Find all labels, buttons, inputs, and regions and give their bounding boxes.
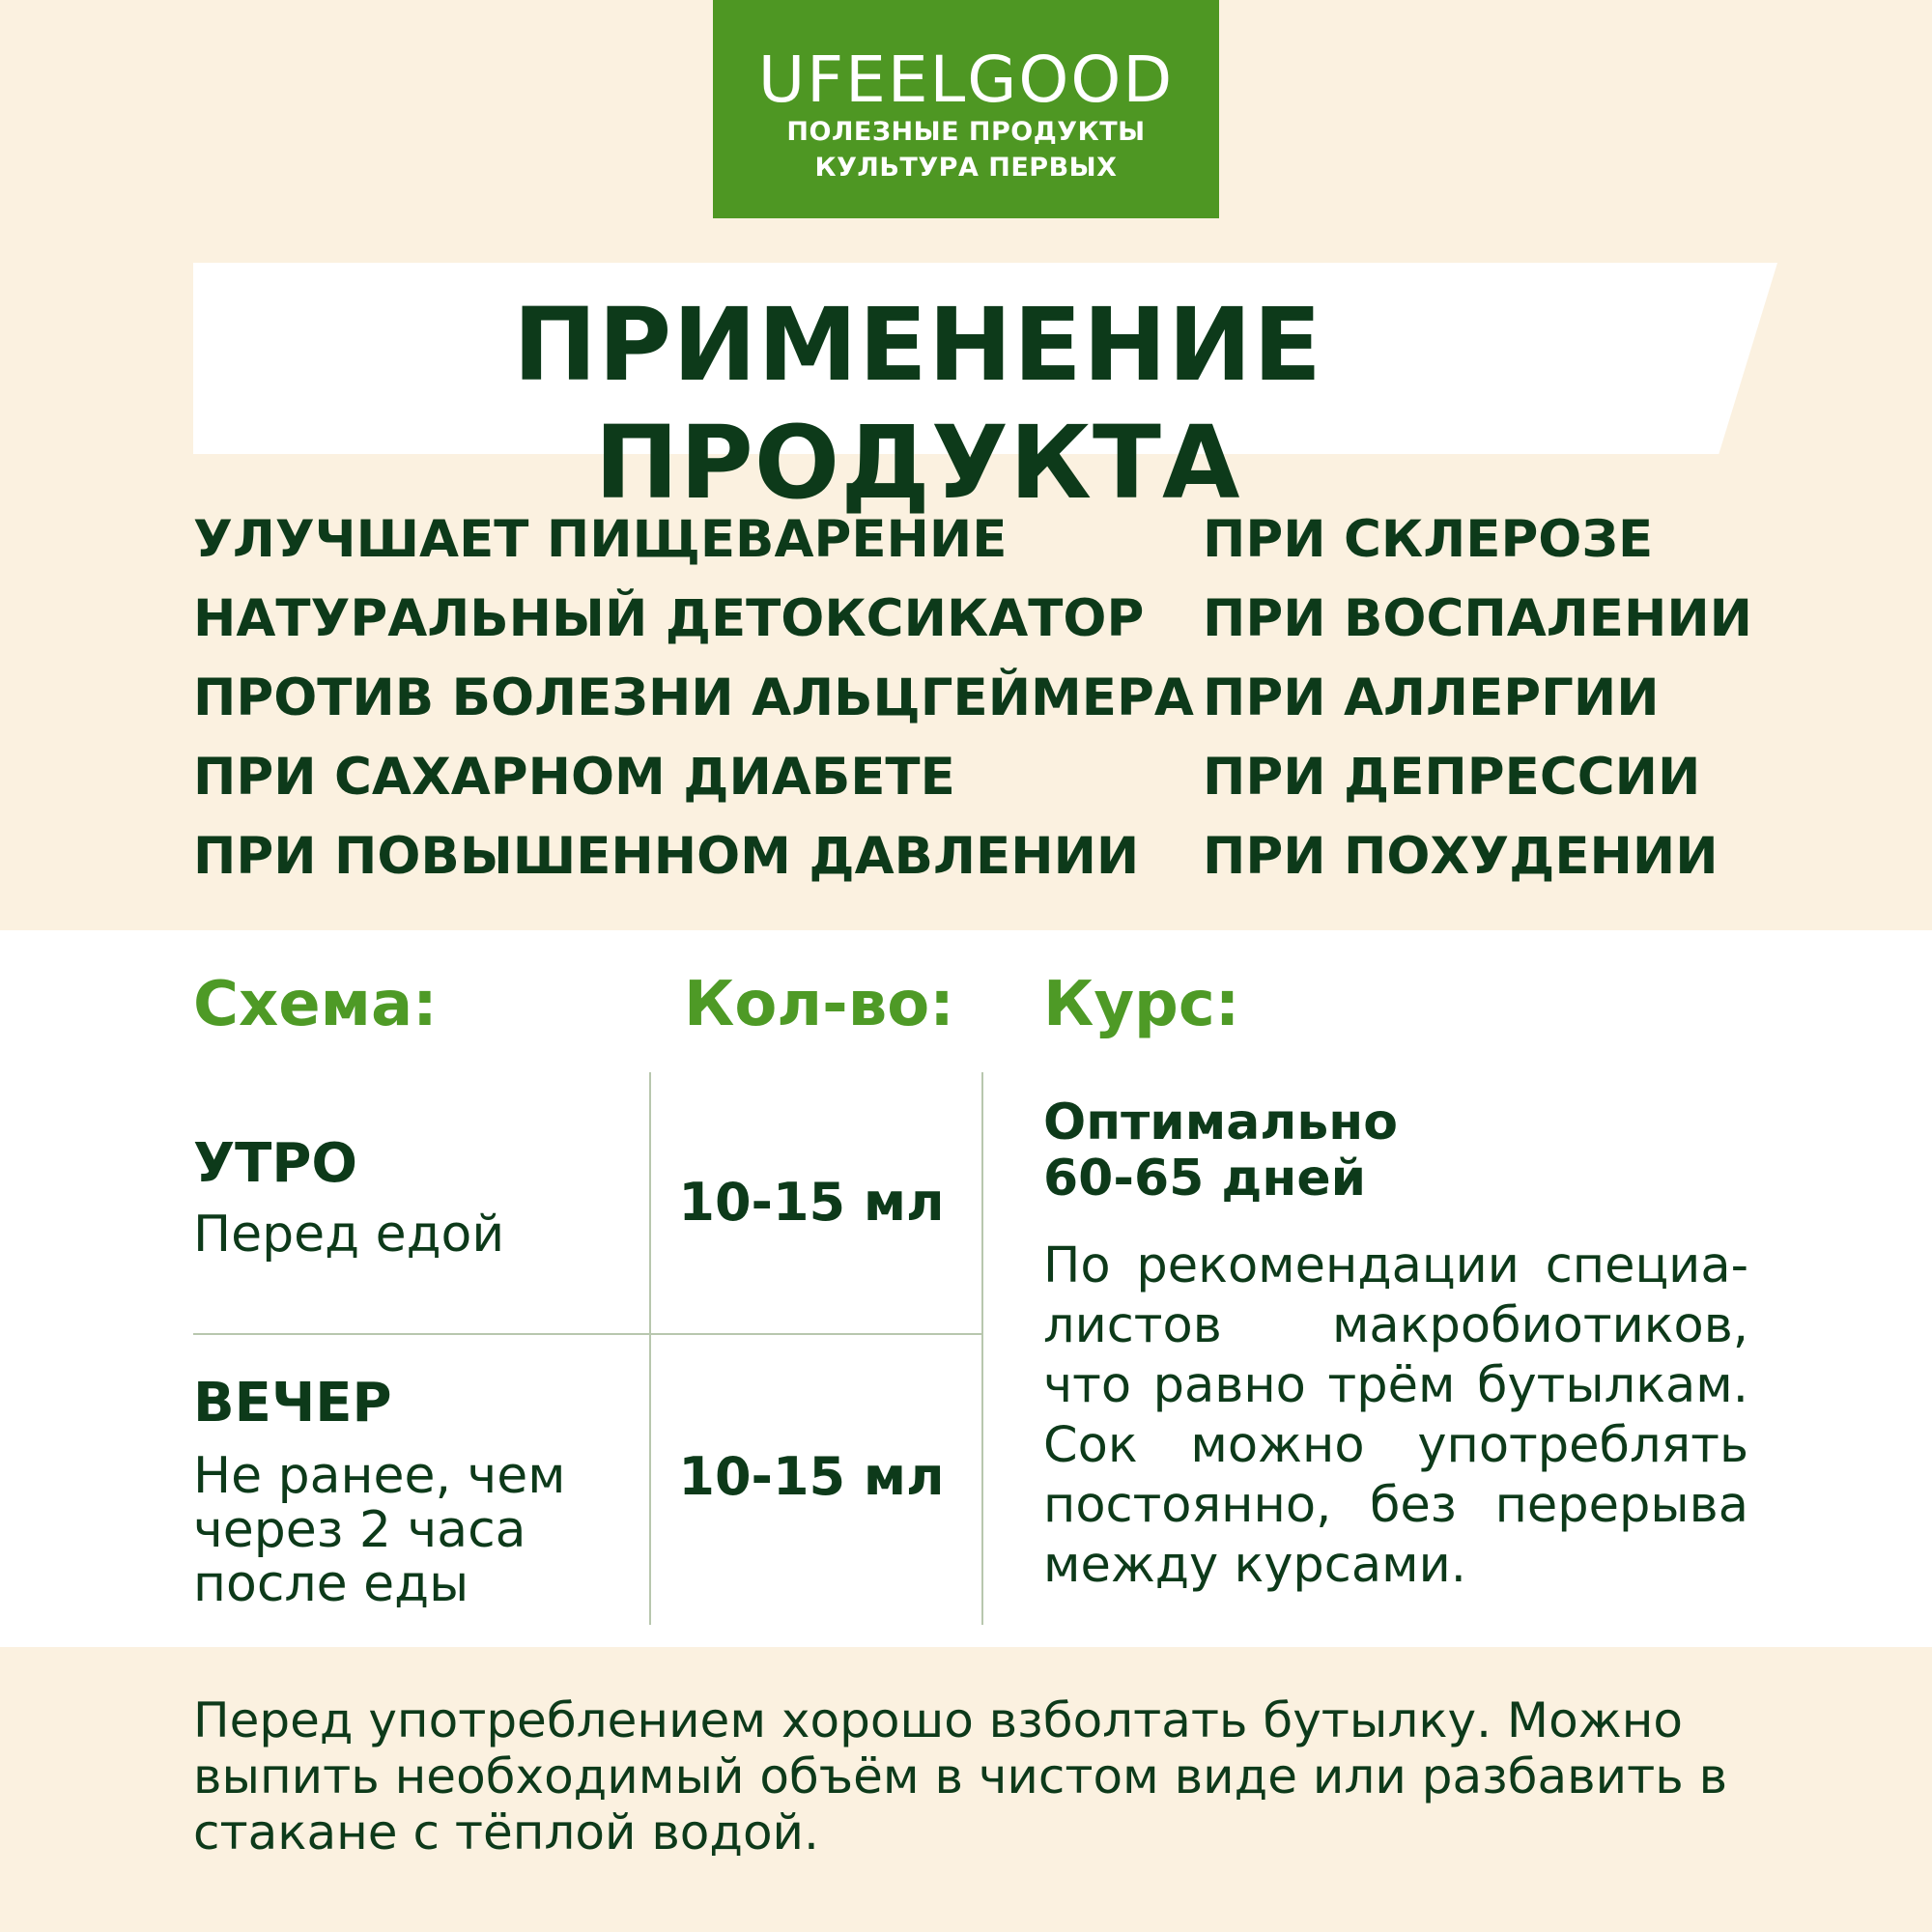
benefit-item: ПРИ ПОХУДЕНИИ	[1203, 827, 1719, 886]
course-duration-line-2: 60-65 дней	[1043, 1150, 1367, 1208]
benefit-item: ПРОТИВ БОЛЕЗНИ АЛЬЦГЕЙМЕРА	[193, 668, 1194, 727]
divider-horizontal	[193, 1333, 983, 1335]
benefit-item: ПРИ ДЕПРЕССИИ	[1203, 748, 1701, 807]
benefit-item: НАТУРАЛЬНЫЙ ДЕТОКСИКАТОР	[193, 589, 1145, 648]
benefit-item: УЛУЧШАЕТ ПИЩЕВАРЕНИЕ	[193, 510, 1008, 569]
evening-desc-line-1: Не ранее, чем	[193, 1447, 566, 1505]
brand-name: UFEELGOOD	[757, 43, 1175, 117]
brand-tagline-2: КУЛЬТУРА ПЕРВЫХ	[814, 153, 1118, 183]
benefit-item: ПРИ САХАРНОМ ДИАБЕТЕ	[193, 748, 955, 807]
evening-amount: 10-15 мл	[678, 1446, 945, 1507]
morning-desc: Перед едой	[193, 1206, 505, 1264]
evening-desc-line-2: через 2 часа	[193, 1501, 526, 1559]
benefit-item: ПРИ СКЛЕРОЗЕ	[1203, 510, 1654, 569]
benefits-list-left	[193, 508, 1194, 904]
morning-amount: 10-15 мл	[678, 1172, 945, 1233]
page-title: ПРИМЕНЕНИЕ ПРОДУКТА	[512, 286, 1323, 522]
benefit-item: ПРИ ВОСПАЛЕНИИ	[1203, 589, 1753, 648]
usage-note: Перед употреблением хорошо взболтать бутылку. Можно выпить необходимый объём в чистом виде или разбавить в стакане с тёплой водой.	[193, 1692, 1728, 1861]
scheme-heading: Схема:	[193, 969, 438, 1040]
divider-vertical-1	[649, 1072, 651, 1625]
course-heading: Курс:	[1043, 969, 1240, 1040]
benefit-item: ПРИ АЛЛЕРГИИ	[1203, 668, 1660, 727]
evening-title: ВЕЧЕР	[193, 1372, 392, 1435]
amount-heading: Кол-во:	[684, 969, 954, 1040]
divider-vertical-2	[981, 1072, 983, 1625]
course-duration	[1043, 1094, 1584, 1207]
brand-logo	[713, 0, 1219, 218]
course-duration-line-1: Оптимально	[1043, 1094, 1398, 1151]
course-note: По рекомендации специа-листов макробиотиков, что равно трём бутылкам. Сок можно употреблять постоянно, без перерыва между курсами.	[1043, 1237, 1748, 1594]
brand-tagline-1: ПОЛЕЗНЫЕ ПРОДУКТЫ	[786, 117, 1146, 147]
evening-desc-line-3: после еды	[193, 1555, 469, 1613]
benefits-list-right	[1203, 508, 1752, 904]
benefit-item: ПРИ ПОВЫШЕННОМ ДАВЛЕНИИ	[193, 827, 1140, 886]
morning-title: УТРО	[193, 1132, 358, 1195]
